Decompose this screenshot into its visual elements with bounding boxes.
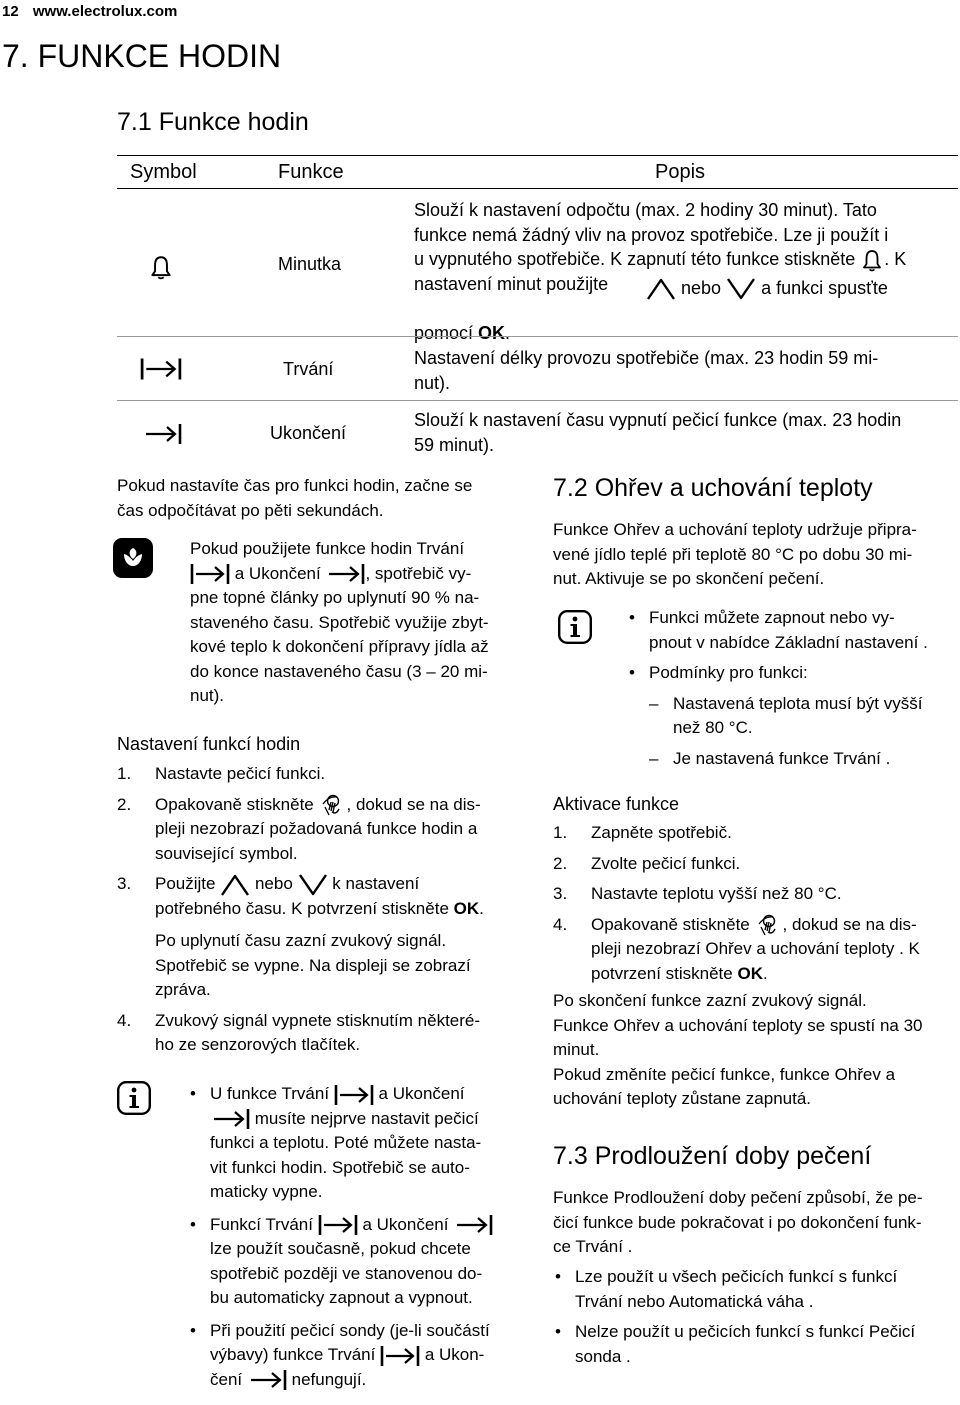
text: výbavy) funkce Trvání [210, 1345, 376, 1365]
setting-steps [117, 762, 527, 1058]
text: Funkcí Trvání [210, 1214, 313, 1234]
desc-line: funkce nemá žádný vliv na provoz spotřebiče. Lze ji použít i [414, 224, 889, 245]
touch-icon [755, 913, 783, 937]
step-text: Zvukový signál vypnete stisknutím některé- [155, 1010, 481, 1030]
function-name-ukonceni: Ukončení [270, 423, 347, 443]
text-line: nut). [190, 686, 225, 706]
text-line: čas odpočítávat po pěti sekundách. [117, 500, 384, 520]
list-item [117, 762, 527, 787]
list-item [553, 913, 958, 987]
clock-intro [117, 474, 527, 523]
text-line: Funkce Prodloužení doby pečení způsobí, že pe- [553, 1188, 923, 1207]
desc-text: nebo [681, 278, 722, 298]
desc-text: . [505, 323, 511, 344]
desc-text: a funkci spusťte [761, 278, 888, 298]
keep-warm-info [627, 606, 957, 771]
text-line: čicí funkce bude pokračovat i po dokončení funk- [553, 1212, 922, 1232]
text: • Lze použít u všech pečicích funkcí s funkcí [575, 1267, 898, 1286]
list-item [188, 1082, 533, 1205]
end-icon [453, 1213, 493, 1237]
activation-heading: Aktivace funkce [553, 794, 680, 814]
bell-icon [148, 254, 174, 280]
desc-line: 59 minut). [414, 434, 495, 455]
list-item [627, 606, 957, 655]
text: • Funkci můžete zapnout nebo vy- [649, 608, 895, 627]
text-line: nut. Aktivuje se po skončení pečení. [553, 569, 825, 588]
step-number: 2. [117, 794, 132, 814]
text-line: ce Trvání . [553, 1237, 633, 1256]
step-text: potvrzení stiskněte [591, 963, 733, 983]
duration-icon [140, 356, 182, 382]
section-title-7-3: 7.3 Prodloužení doby pečení [553, 1142, 872, 1170]
end-icon [325, 562, 365, 586]
step-number: 1. [117, 764, 132, 783]
text: než 80 °C. [673, 718, 753, 737]
step-text: ho ze senzorových tlačítek. [155, 1035, 361, 1055]
text: spotřebič později ve stanovenou do- [210, 1263, 483, 1283]
text: • Podmínky pro funkci: [649, 663, 808, 682]
text: – Je nastavená funkce Trvání . [673, 748, 891, 768]
text: U funkce Trvání [210, 1084, 330, 1103]
desc-line: Slouží k nastavení času vypnutí pečicí funkce (max. 23 hodin [414, 410, 902, 430]
text: a Ukončení [378, 1084, 465, 1103]
text: , spotřebič vy- [365, 563, 472, 583]
step-text: potřebného času. K potvrzení stiskněte [155, 898, 449, 918]
text-line: staveného času. Spotřebič využije zbyt- [190, 612, 489, 632]
list-item [553, 882, 958, 907]
step-number: 1. [553, 823, 568, 842]
list-item [553, 1320, 958, 1369]
keep-warm-after [553, 989, 958, 1112]
text: funkci a teplotu. Poté můžete nasta- [210, 1133, 482, 1153]
table-top-rule [117, 155, 958, 156]
list-item [553, 1265, 958, 1314]
step-text: . [762, 963, 768, 983]
page-header [2, 0, 177, 22]
list-item [188, 1319, 533, 1393]
text-line: vené jídlo teplé při teplotě 80 °C po dobu 30 mi- [553, 544, 913, 564]
step-text: k nastavení [332, 874, 420, 894]
list-item [117, 1009, 527, 1058]
info-icon [117, 1081, 151, 1115]
bell-icon [860, 248, 884, 272]
text: sonda . [575, 1346, 631, 1366]
text-line: Pokud použijete funkce hodin Trvání [190, 539, 465, 558]
ok-key-label: OK [478, 323, 506, 344]
list-item [188, 1213, 533, 1311]
step-text: zpráva. [155, 980, 211, 1000]
text: a Ukončení [362, 1214, 449, 1234]
step-text: Nastavte pečicí funkci. [155, 764, 326, 783]
text: musíte nejprve nastavit pečicí [254, 1108, 479, 1128]
end-icon [142, 421, 182, 447]
text: Trvání nebo Automatická váha . [575, 1291, 814, 1311]
desc-text: . K nastavení minut použijte [414, 249, 907, 295]
end-icon [247, 1368, 287, 1392]
condition-list [649, 692, 957, 772]
list-item [117, 872, 527, 1003]
down-arrow-icon [298, 873, 328, 897]
down-arrow-icon [726, 277, 756, 301]
description-trvani [414, 346, 878, 395]
text: pnout v nabídce Základní nastavení . [649, 632, 928, 652]
text-line: uchování teploty zůstane zapnutá. [553, 1089, 812, 1108]
step-text: , dokud se na dis- [782, 914, 917, 934]
desc-line: u vypnutého spotřebiče. K zapnutí této funkce stiskněte [414, 249, 856, 269]
step-text: , dokud se na dis- [346, 794, 481, 814]
text-line: Funkce Ohřev a uchování teploty se spustí na 30 [553, 1015, 923, 1035]
step-number: 4. [117, 1010, 132, 1030]
duration-icon [318, 1213, 358, 1237]
step-text: pleji nezobrazí Ohřev a uchování teploty . K [591, 939, 920, 959]
step-number: 2. [553, 853, 568, 873]
table-header-function: Funkce [278, 161, 344, 183]
section-7-3-text [553, 1186, 958, 1260]
list-item [553, 821, 958, 846]
activation-steps [553, 821, 958, 986]
list-item [627, 661, 957, 771]
step-number: 3. [553, 884, 568, 903]
list-item [649, 692, 957, 741]
ok-key-label: OK [453, 898, 480, 918]
section-title-7-2: 7.2 Ohřev a uchování teploty [553, 474, 873, 502]
up-arrow-icon [646, 277, 676, 301]
table-header-rule [117, 188, 958, 189]
function-name-minutka: Minutka [278, 254, 342, 274]
function-name-trvani: Trvání [283, 359, 334, 379]
row-divider [117, 336, 958, 337]
clock-info-bullets [188, 1082, 533, 1392]
text-line: kové teplo k dokončení přípravy jídla až [190, 637, 489, 657]
step-text: Nastavte teplotu vyšší než 80 °C. [591, 884, 842, 903]
step-number: 4. [553, 914, 568, 934]
text-line: pne topné články po uplynutí 90 % na- [190, 588, 480, 608]
page-number: 12 [2, 3, 19, 20]
list-item [117, 793, 527, 867]
row-divider [117, 400, 958, 401]
touch-icon [319, 793, 347, 817]
step-text: Zvolte pečicí funkci. [591, 853, 741, 873]
desc-line: nut). [414, 372, 451, 393]
info-icon [558, 610, 592, 644]
text-line: Po skončení funkce zazní zvukový signál. [553, 991, 867, 1010]
step-text: . [479, 898, 484, 918]
text-line: do konce nastaveného času (3 – 20 mi- [190, 661, 488, 681]
step-text: Po uplynutí času zazní zvukový signál. [155, 931, 447, 951]
ok-key-label: OK [737, 963, 763, 983]
list-item [553, 852, 958, 877]
eco-note [190, 537, 520, 709]
step-text: související symbol. [155, 843, 298, 863]
section-7-3-bullets [553, 1265, 958, 1369]
text: • Nelze použít u pečicích funkcí s funkcí Pečicí [575, 1322, 916, 1341]
text: – Nastavená teplota musí být vyšší [673, 693, 923, 713]
desc-line: Slouží k nastavení odpočtu (max. 2 hodiny 30 minut). Tato [414, 200, 877, 220]
text: bu automaticky zapnout a vypnout. [210, 1288, 473, 1308]
duration-icon [334, 1083, 374, 1107]
step-text: Použijte [155, 874, 216, 894]
up-arrow-icon [220, 873, 250, 897]
table-header-symbol: Symbol [130, 161, 197, 183]
text-line: minut. [553, 1040, 600, 1059]
text: lze použít současně, pokud chcete [210, 1239, 471, 1259]
text: vit funkci hodin. Spotřebič se auto- [210, 1157, 470, 1177]
end-icon [210, 1107, 250, 1131]
desc-line: Nastavení délky provozu spotřebiče (max. 23 hodin 59 mi- [414, 348, 879, 368]
description-ukonceni [414, 408, 901, 457]
step-number: 3. [117, 874, 132, 894]
duration-icon [190, 562, 230, 586]
duration-icon [380, 1344, 420, 1368]
text-line: Funkce Ohřev a uchování teploty udržuje připra- [553, 520, 917, 539]
step-text: Spotřebič se vypne. Na displeji se zobrazí [155, 955, 471, 975]
text: a Ukon- [424, 1345, 485, 1365]
text: • Při použití pečicí sondy (je-li součástí [210, 1320, 490, 1340]
text-line: Pokud nastavíte čas pro funkci hodin, začne se [117, 476, 473, 495]
section-7-2-text [553, 518, 958, 592]
setting-heading: Nastavení funkcí hodin [117, 734, 301, 754]
desc-text: pomocí [414, 323, 474, 344]
desc-inline-keys [646, 276, 888, 301]
step-text: Opakovaně stiskněte [591, 914, 750, 934]
text: čení [210, 1369, 243, 1389]
step-text: Opakovaně stiskněte [155, 794, 314, 814]
description-minutka [414, 198, 959, 346]
step-text: Zapněte spotřebič. [591, 823, 732, 842]
eco-icon [113, 538, 153, 578]
step-text: pleji nezobrazí požadovaná funkce hodin a [155, 819, 478, 839]
text: a Ukončení [234, 563, 321, 583]
list-item [649, 747, 957, 772]
section-title-7-1: 7.1 Funkce hodin [117, 108, 309, 136]
text: nefungují. [291, 1369, 367, 1389]
text: maticky vypne. [210, 1182, 323, 1202]
text-line: Pokud změníte pečicí funkce, funkce Ohřev a [553, 1064, 896, 1084]
website-link[interactable]: www.electrolux.com [32, 3, 178, 20]
table-header-description: Popis [655, 161, 706, 183]
step-text: nebo [254, 874, 293, 894]
chapter-title: 7. FUNKCE HODIN [2, 38, 282, 74]
